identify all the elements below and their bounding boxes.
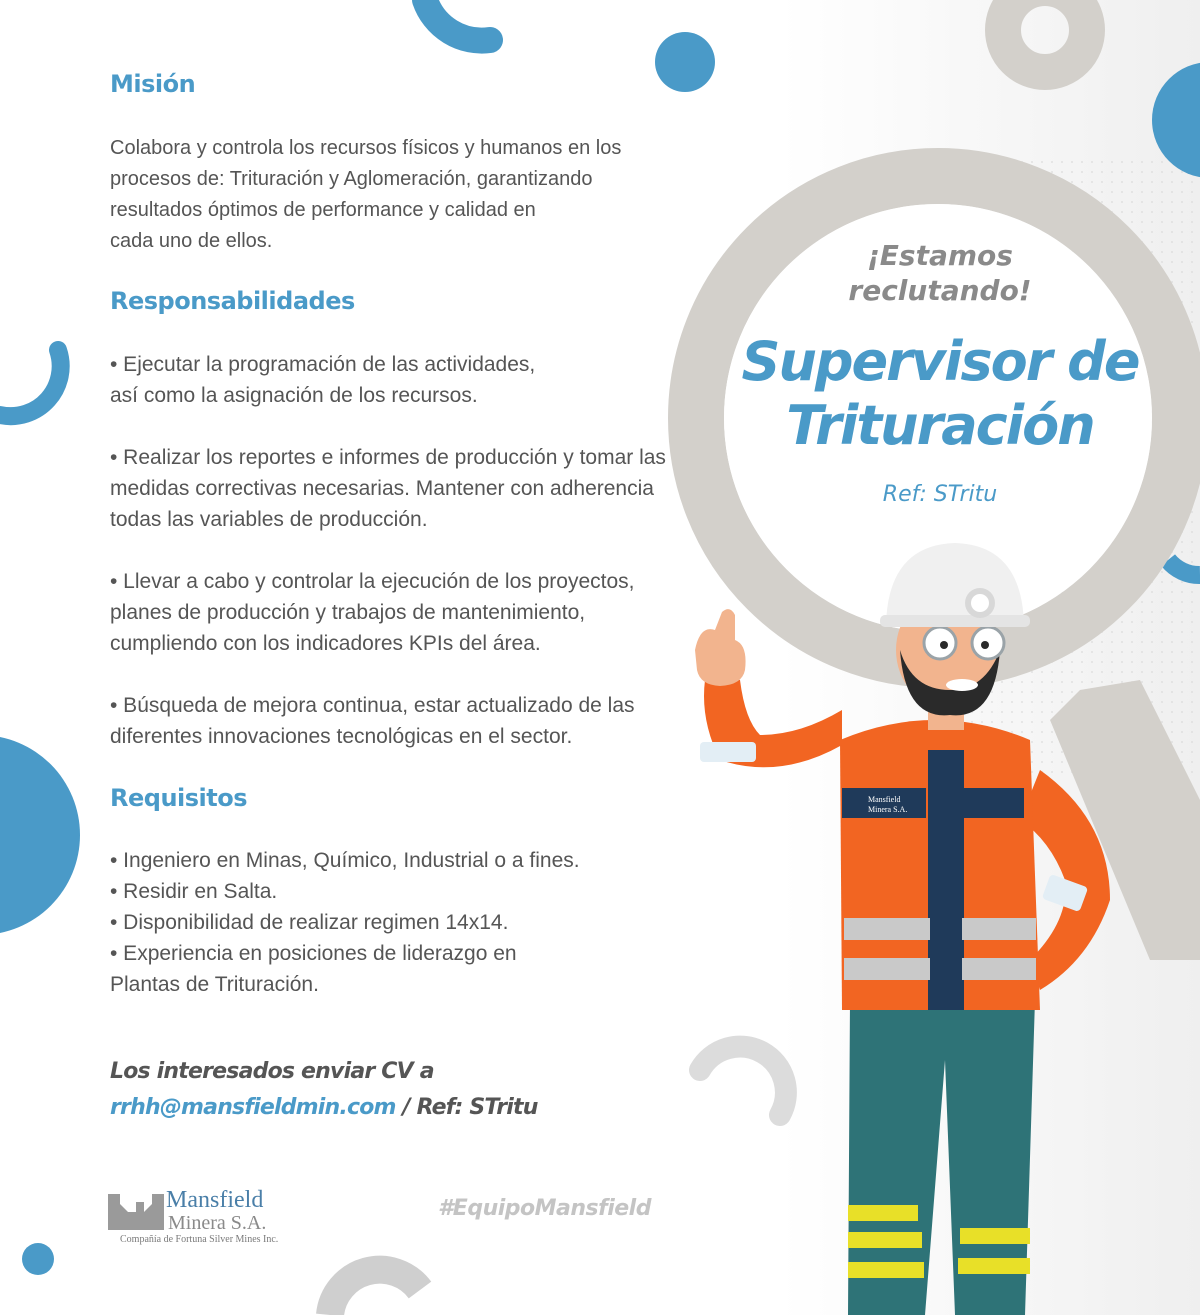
hero-recruiting-line1: ¡Estamos [867, 239, 1013, 272]
hero-ref: Ref: STritu [882, 482, 998, 507]
logo-line2: Minera S.A. [168, 1212, 267, 1234]
vest-badge-line2: Minera S.A. [868, 805, 908, 814]
hero-title-line1: Supervisor de [741, 330, 1139, 393]
mission-heading: Misión [110, 70, 196, 98]
bottom-gray-arc [330, 1270, 420, 1315]
hashtag: #EquipoMansfield [438, 1196, 651, 1221]
responsibility-item: • Llevar a cabo y controlar la ejecución de los proyectos, planes de producción y trabajos de mantenimiento, cumpliendo con los indicadores KPIs del área. [110, 570, 635, 655]
logo-subtitle: Compañía de Fortuna Silver Mines Inc. [120, 1234, 279, 1245]
left-blue-half-circle [0, 735, 80, 935]
requirement-item: • Disponibilidad de realizar regimen 14x14. [110, 911, 509, 934]
hero-graphic [640, 0, 1200, 1315]
logo-line1: Mansfield [166, 1187, 264, 1213]
requirement-item: • Experiencia en posiciones de liderazgo en [110, 942, 517, 965]
responsibility-item: • Búsqueda de mejora continua, estar actualizado de las diferentes innovaciones tecnológicas en el sector. [110, 694, 635, 748]
requirements-list [110, 845, 580, 1000]
cta-line1: Los interesados enviar CV a [110, 1059, 434, 1084]
hero-title-line2: Trituración [786, 394, 1094, 457]
bottom-blue-dot [22, 1243, 54, 1275]
requirement-item: • Ingeniero en Minas, Químico, Industrial o a fines. [110, 849, 580, 872]
cta-block [110, 1054, 538, 1126]
hero-recruiting-line2: reclutando! [848, 274, 1032, 307]
mission-text: Colabora y controla los recursos físicos y humanos en los procesos de: Trituración y Aglomeración, garantizando resultados óptimos de performance y calidad en cada uno de ellos. [110, 137, 622, 252]
requirement-item: Plantas de Trituración. [110, 973, 319, 996]
vest-badge-line1: Mansfield [868, 795, 901, 804]
company-logo [106, 1188, 306, 1248]
cta-ref: / Ref: STritu [395, 1095, 538, 1120]
responsibilities-heading: Responsabilidades [110, 287, 355, 315]
responsibility-item: • Realizar los reportes e informes de producción y tomar las medidas correctivas necesarias. Mantener con adherencia todas las variables de producción. [110, 446, 666, 531]
logo-mark-icon [106, 1190, 166, 1232]
top-blue-arc [425, 0, 490, 41]
responsibility-item: • Ejecutar la programación de las actividades, así como la asignación de los recursos. [110, 353, 536, 407]
email-link[interactable]: rrhh@mansfieldmin.com [110, 1095, 396, 1120]
gray-arc-bottom [700, 1047, 786, 1115]
left-blue-arc [0, 350, 61, 416]
requirement-item: • Residir en Salta. [110, 880, 278, 903]
requirements-heading: Requisitos [110, 784, 248, 812]
